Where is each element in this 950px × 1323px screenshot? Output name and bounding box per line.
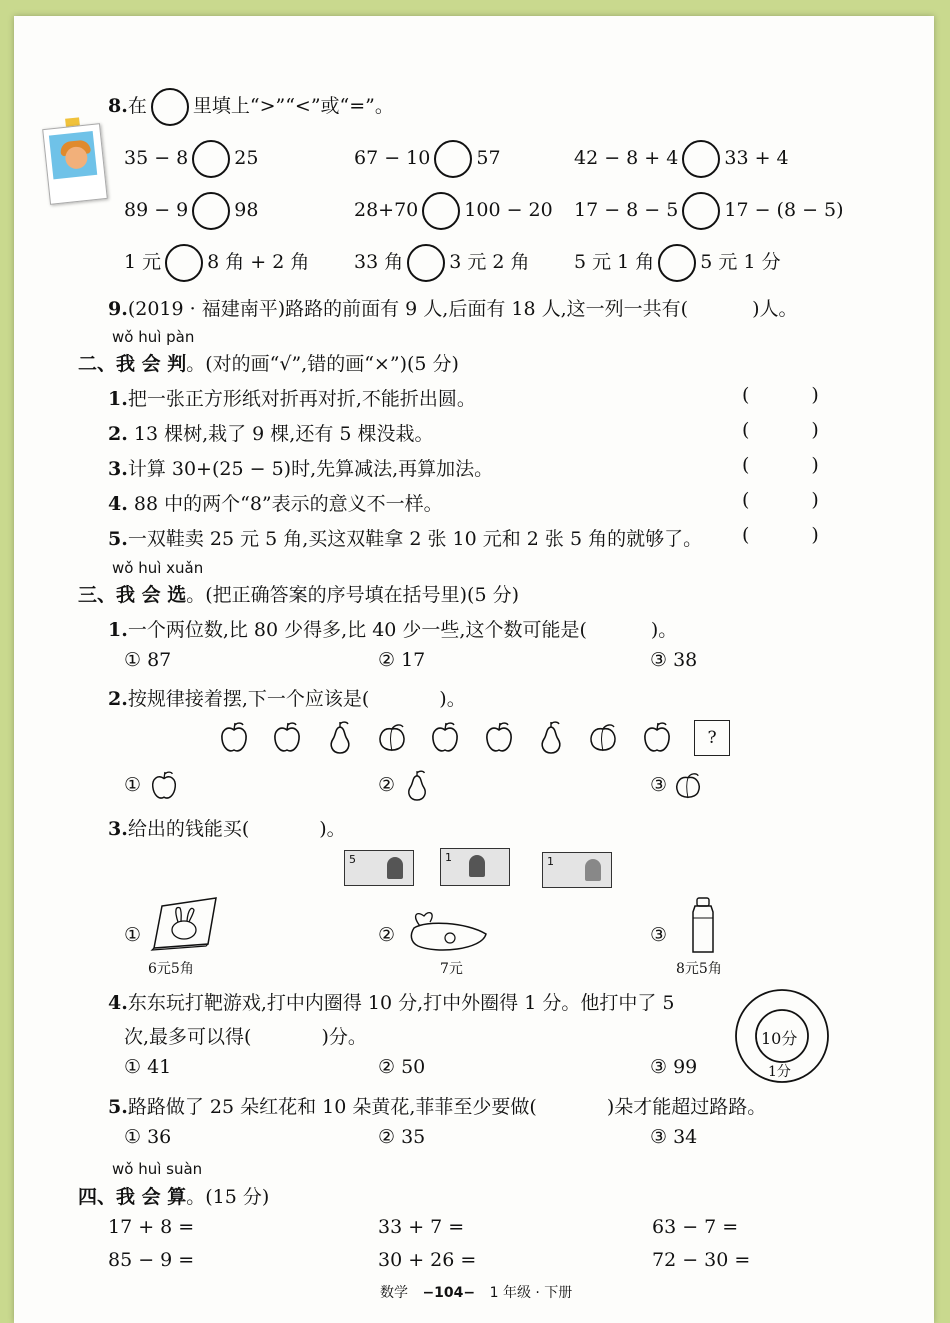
target-outer-label: 1分	[768, 1064, 791, 1080]
section3-pinyin: wǒ huì xuǎn	[112, 559, 204, 577]
choice-option[interactable]: ② 35	[378, 1126, 426, 1148]
apple-icon	[484, 721, 514, 755]
choice-q2: 2.按规律接着摆,下一个应该是( )。	[108, 688, 466, 710]
q9-prompt: 9.(2019 · 福建南平)路路的前面有 9 人,后面有 18 人,这一列一共有( )人。	[108, 298, 798, 320]
footer-subject: 数学	[380, 1285, 408, 1301]
choice-option[interactable]: ③ 99	[650, 1056, 698, 1078]
choice-option[interactable]: ①	[124, 924, 142, 946]
compare-circle[interactable]	[192, 140, 230, 178]
compare-circle[interactable]	[434, 140, 472, 178]
judge-item: 3.计算 30+(25 − 5)时,先算减法,再算加法。	[108, 458, 494, 480]
peach-icon	[588, 721, 618, 755]
apple-icon	[430, 721, 460, 755]
answer-paren[interactable]: ( )	[742, 384, 819, 406]
choice-q4-cont: 次,最多可以得( )分。	[124, 1026, 367, 1048]
compare-circle[interactable]	[682, 192, 720, 230]
price-label: 7元	[440, 961, 463, 977]
choice-q3: 3.给出的钱能买( )。	[108, 818, 346, 840]
judge-item: 1.把一张正方形纸对折再对折,不能折出圆。	[108, 388, 476, 410]
apple-icon	[272, 721, 302, 755]
choice-option[interactable]: ③	[650, 774, 668, 796]
apple-icon	[219, 721, 249, 755]
worksheet-page	[14, 16, 934, 1323]
pear-icon	[403, 770, 431, 802]
compare-circle[interactable]	[682, 140, 720, 178]
choice-q5: 5.路路做了 25 朵红花和 10 朵黄花,菲菲至少要做( )朵才能超过路路。	[108, 1096, 767, 1118]
choice-option[interactable]: ②	[378, 924, 396, 946]
question-box: ?	[694, 720, 730, 756]
peach-icon	[377, 721, 407, 755]
page-footer	[380, 1282, 572, 1302]
q8-number: 8.	[108, 95, 128, 117]
price-label: 6元5角	[148, 961, 194, 977]
calc-item[interactable]: 17 + 8 =	[108, 1216, 195, 1238]
choice-option[interactable]: ③	[650, 924, 668, 946]
q8-prompt: 8.在 里填上“>”“<”或“=”。	[108, 88, 394, 126]
pencil-case-icon	[406, 906, 490, 956]
q8-item: 67 − 10 57	[354, 140, 501, 178]
choice-option[interactable]: ② 50	[378, 1056, 426, 1078]
judge-item: 2. 13 棵树,栽了 9 棵,还有 5 棵没栽。	[108, 423, 434, 445]
footer-grade: 1 年级 · 下册	[489, 1285, 573, 1301]
choice-option[interactable]: ② 17	[378, 649, 426, 671]
q8-item: 28+70 100 − 20	[354, 192, 553, 230]
answer-paren[interactable]: ( )	[742, 524, 819, 546]
judge-item: 4. 88 中的两个“8”表示的意义不一样。	[108, 493, 443, 515]
target-inner-label: 10分	[761, 1029, 798, 1048]
choice-option[interactable]: ① 36	[124, 1126, 172, 1148]
answer-paren[interactable]: ( )	[742, 454, 819, 476]
section3-heading: 三、我 会 选。(把正确答案的序号填在括号里)(5 分)	[78, 584, 520, 606]
choice-option[interactable]: ②	[378, 774, 396, 796]
compare-circle[interactable]	[407, 244, 445, 282]
q8-item: 5 元 1 角 5 元 1 分	[574, 244, 781, 282]
pear-icon	[536, 721, 566, 755]
choice-option[interactable]: ① 87	[124, 649, 172, 671]
photo-decoration	[42, 123, 108, 205]
peach-icon	[674, 770, 702, 802]
q8-item: 89 − 9 98	[124, 192, 258, 230]
section4-pinyin: wǒ huì suàn	[112, 1160, 203, 1178]
compare-circle[interactable]	[192, 192, 230, 230]
compare-circle[interactable]	[422, 192, 460, 230]
judge-item: 5.一双鞋卖 25 元 5 角,买这双鞋拿 2 张 10 元和 2 张 5 角的就够了。	[108, 528, 703, 550]
page-number: −104−	[422, 1285, 476, 1301]
apple-icon	[642, 721, 672, 755]
section4-heading: 四、我 会 算。(15 分)	[78, 1186, 270, 1208]
calc-item[interactable]: 33 + 7 =	[378, 1216, 465, 1238]
choice-option[interactable]: ③ 38	[650, 649, 698, 671]
q8-item: 35 − 8 25	[124, 140, 258, 178]
compare-circle[interactable]	[165, 244, 203, 282]
section2-heading: 二、我 会 判。(对的画“√”,错的画“×”)(5 分)	[78, 353, 459, 375]
choice-option[interactable]: ①	[124, 774, 142, 796]
q8-item: 33 角 3 元 2 角	[354, 244, 530, 282]
answer-paren[interactable]: ( )	[742, 419, 819, 441]
q8-item: 17 − 8 − 5 17 − (8 − 5)	[574, 192, 844, 230]
answer-paren[interactable]: ( )	[742, 489, 819, 511]
apple-icon	[150, 770, 178, 802]
calc-item[interactable]: 72 − 30 =	[652, 1249, 751, 1271]
pear-icon	[325, 721, 355, 755]
price-label: 8元5角	[676, 961, 722, 977]
compare-circle[interactable]	[151, 88, 189, 126]
banknote-image: 5	[344, 850, 414, 886]
q8-item: 1 元 8 角 + 2 角	[124, 244, 309, 282]
calc-item[interactable]: 30 + 26 =	[378, 1249, 477, 1271]
compare-circle[interactable]	[658, 244, 696, 282]
choice-q4: 4.东东玩打靶游戏,打中内圈得 10 分,打中外圈得 1 分。他打中了 5	[108, 992, 675, 1014]
choice-option[interactable]: ③ 34	[650, 1126, 698, 1148]
calc-item[interactable]: 63 − 7 =	[652, 1216, 739, 1238]
notebook-icon	[150, 896, 220, 952]
section2-pinyin: wǒ huì pàn	[112, 328, 195, 346]
calc-item[interactable]: 85 − 9 =	[108, 1249, 195, 1271]
banknote-image: 1	[542, 852, 612, 888]
q8-item: 42 − 8 + 4 33 + 4	[574, 140, 789, 178]
banknote-image: 1	[440, 848, 510, 886]
water-bottle-icon	[688, 896, 718, 956]
choice-q1: 1.一个两位数,比 80 少得多,比 40 少一些,这个数可能是( )。	[108, 619, 678, 641]
choice-option[interactable]: ① 41	[124, 1056, 172, 1078]
